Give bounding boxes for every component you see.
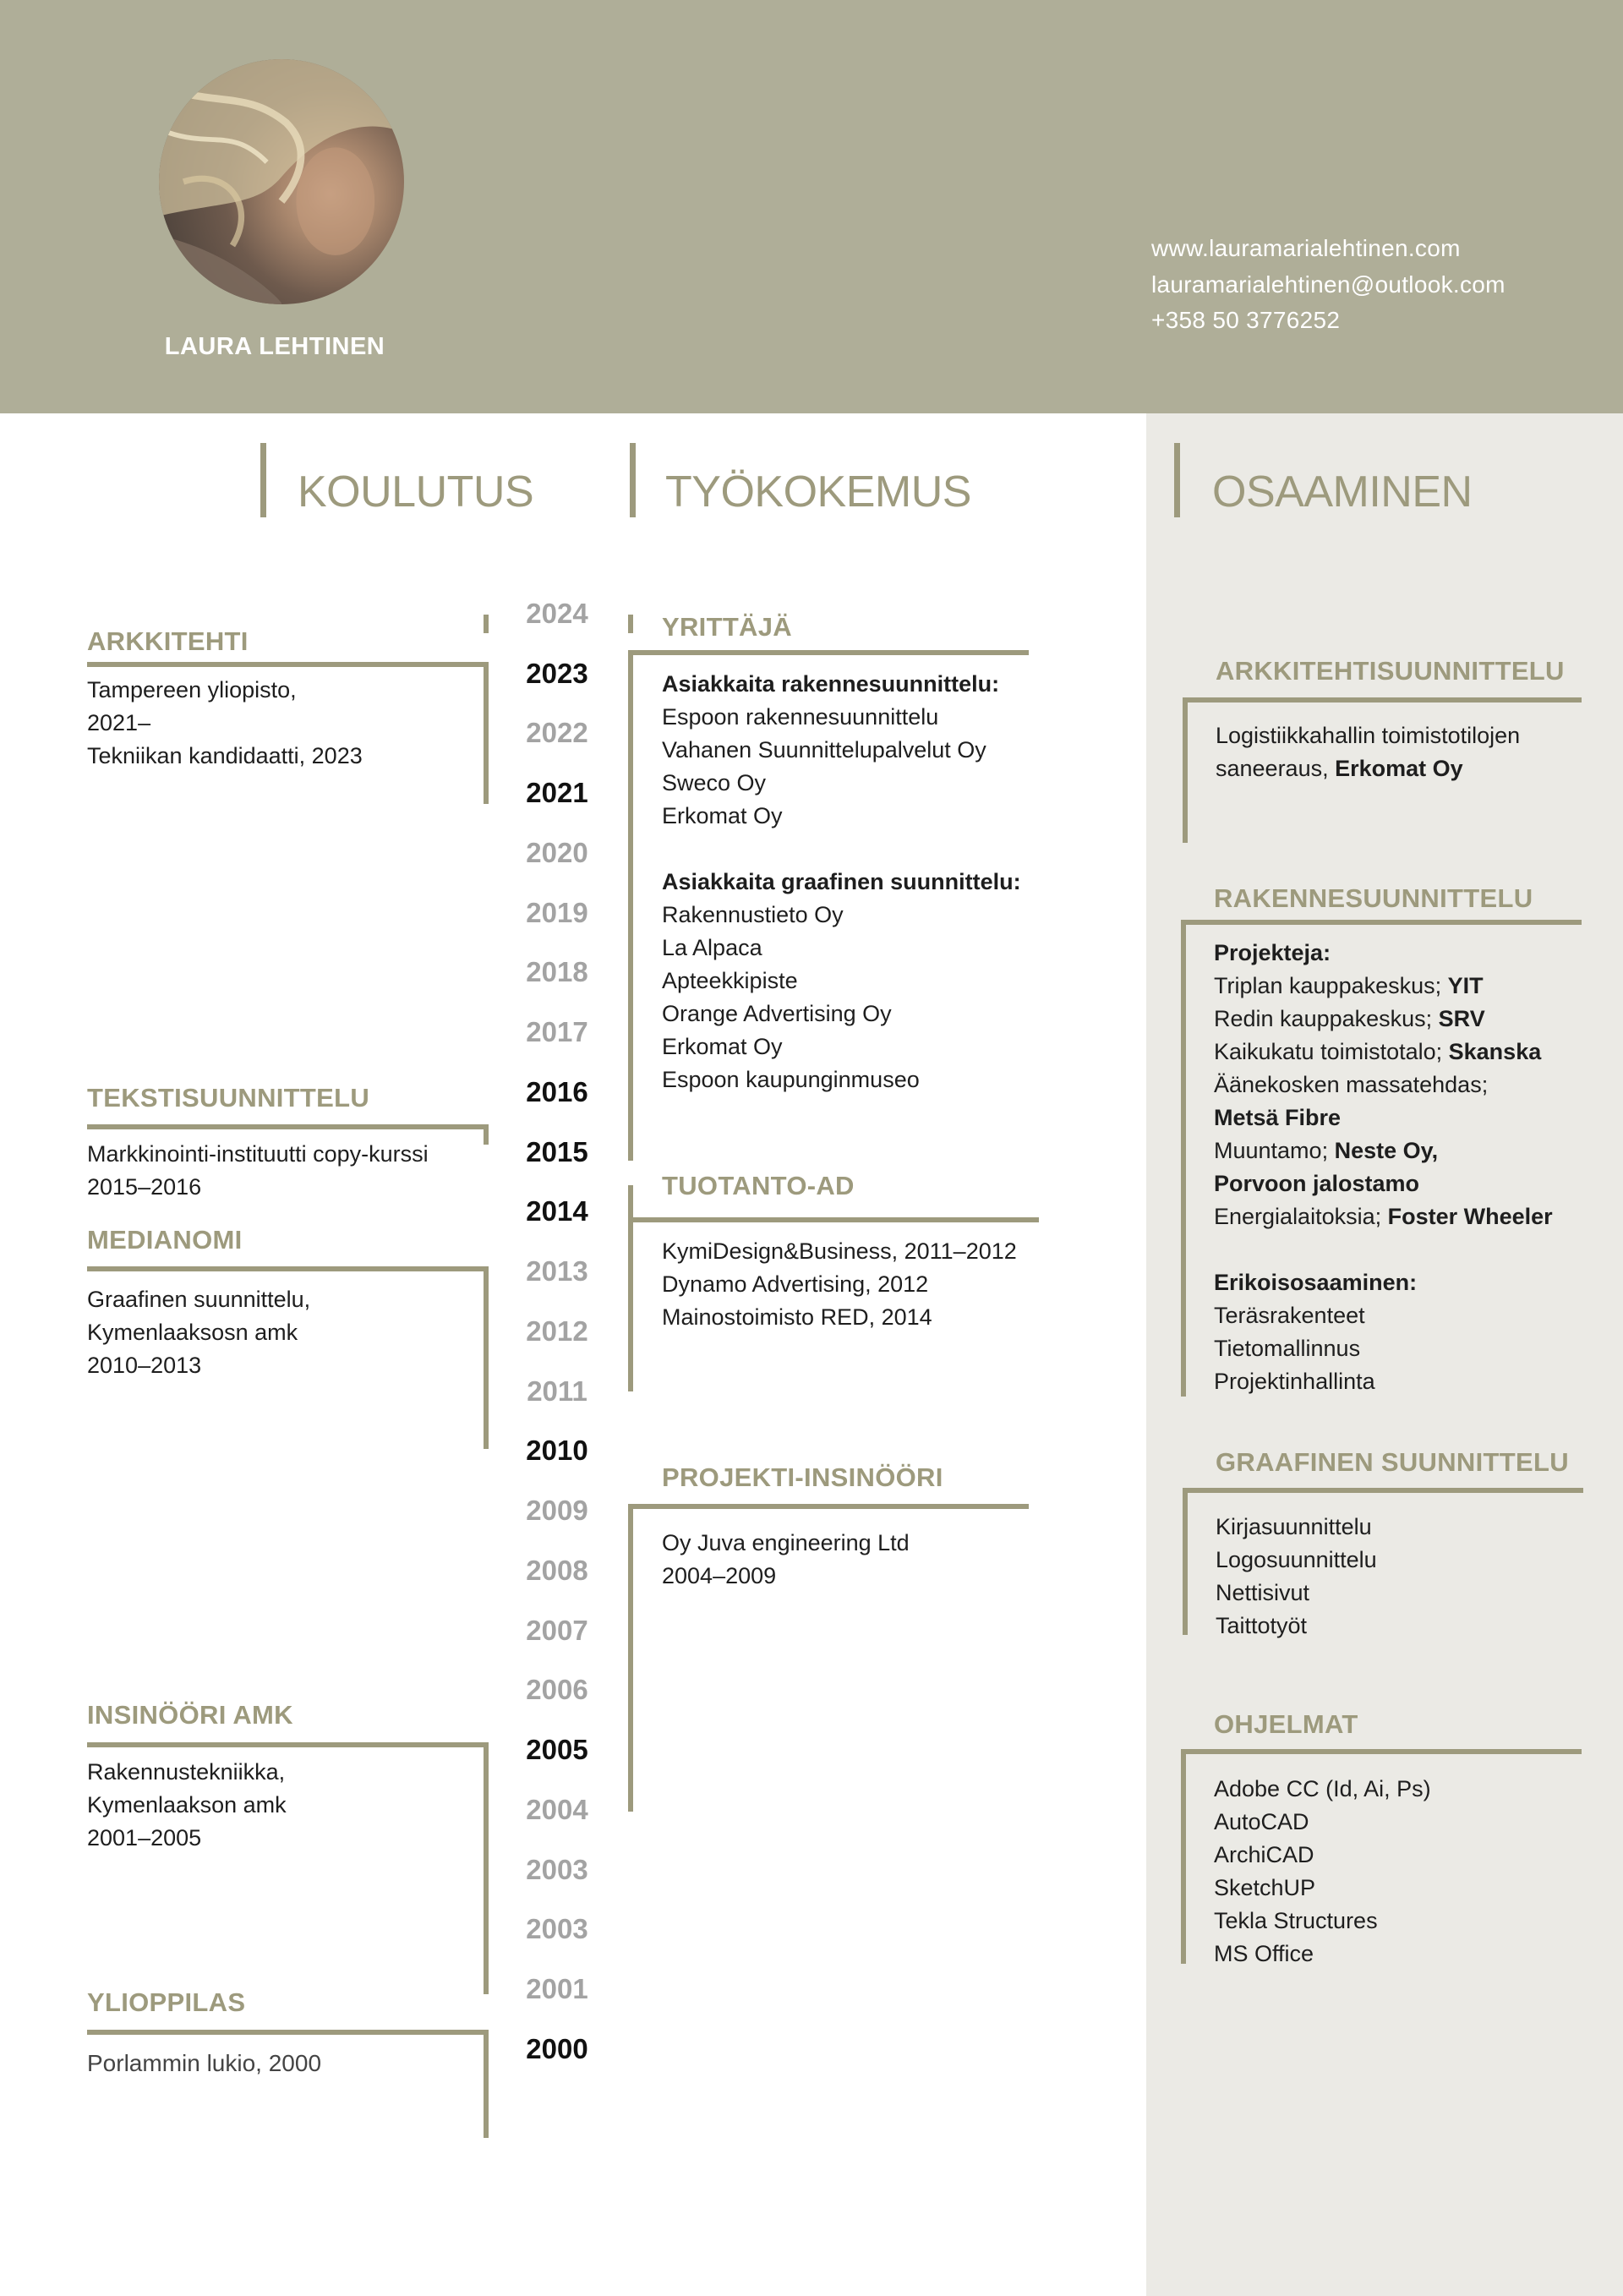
text-line: Logistiikkahallin toimistotilojen — [1216, 723, 1521, 748]
edu-connector — [484, 662, 489, 804]
exp-rule — [628, 1504, 1029, 1509]
text-line: Asiakkaita rakennesuunnittelu: — [662, 671, 1000, 697]
text-part-bold: Neste Oy, — [1334, 1138, 1439, 1163]
email-link[interactable]: lauramarialehtinen@outlook.com — [1151, 271, 1506, 298]
text-line: Dynamo Advertising, 2012 — [662, 1271, 929, 1297]
text-line: 2001–2005 — [87, 1825, 202, 1850]
title-bar — [260, 443, 266, 517]
profile-photo — [159, 59, 404, 304]
text-line: ArchiCAD — [1214, 1842, 1314, 1867]
text-line: Orange Advertising Oy — [662, 1001, 892, 1026]
text-line: Porlammin lukio, 2000 — [87, 2050, 322, 2076]
edu-heading-arkkitehti: ARKKITEHTI — [87, 626, 249, 656]
text-line: Asiakkaita graafinen suunnittelu: — [662, 869, 1021, 894]
text-line: Erkomat Oy — [662, 1034, 783, 1059]
text-line: Tampereen yliopisto, — [87, 677, 297, 702]
text-part-bold: Erkomat Oy — [1335, 756, 1463, 781]
text-line: Taittotyöt — [1216, 1613, 1308, 1638]
text-line: Erikoisosaaminen: — [1214, 1270, 1418, 1295]
skill-rule — [1183, 697, 1582, 702]
skill-text-arkkitehtisuunnittelu — [1216, 719, 1520, 785]
text-line: Tekniikan kandidaatti, 2023 — [87, 743, 363, 768]
timeline-year: 2003 — [526, 1854, 588, 1885]
text-line: Kirjasuunnittelu — [1216, 1514, 1372, 1539]
timeline-year: 2017 — [526, 1016, 588, 1047]
skill-rule — [1183, 1488, 1583, 1493]
skill-connector — [1183, 697, 1188, 843]
timeline-year: 2011 — [527, 1375, 587, 1407]
text-line: Mainostoimisto RED, 2014 — [662, 1304, 932, 1330]
edu-rule — [87, 1742, 486, 1747]
timeline-year: 2006 — [526, 1674, 588, 1705]
skill-heading-arkkitehtisuunnittelu: ARKKITEHTISUUNNITTELU — [1216, 656, 1565, 686]
skill-rule — [1181, 1749, 1582, 1754]
section-title-education: KOULUTUS — [298, 467, 534, 517]
skill-connector — [1181, 920, 1186, 1397]
edu-rule — [87, 2030, 486, 2035]
text-part: Kaikukatu toimistotalo; — [1214, 1039, 1449, 1064]
skill-text-ohjelmat — [1214, 1773, 1431, 1971]
phone-number: +358 50 3776252 — [1151, 307, 1341, 333]
timeline-year: 2021 — [526, 777, 588, 808]
text-line: 2015–2016 — [87, 1174, 202, 1200]
timeline-year: 2009 — [526, 1495, 588, 1526]
text-line — [1214, 1134, 1553, 1167]
text-line: Espoon rakennesuunnittelu — [662, 704, 939, 730]
text-line — [1216, 752, 1520, 785]
text-line: Projektinhallinta — [1214, 1369, 1375, 1394]
timeline-year: 2000 — [526, 2033, 588, 2064]
text-line: Oy Juva engineering Ltd — [662, 1530, 910, 1555]
exp-heading-tuotanto: TUOTANTO-AD — [662, 1171, 855, 1200]
edu-connector — [484, 2030, 489, 2138]
text-line: La Alpaca — [662, 935, 762, 960]
edu-connector — [484, 1742, 489, 1994]
timeline-year: 2001 — [526, 1973, 588, 2004]
skill-connector — [1181, 1749, 1186, 1964]
timeline-year: 2010 — [526, 1435, 588, 1466]
text-line: MS Office — [1214, 1941, 1314, 1966]
skill-text-graafinen — [1216, 1511, 1377, 1643]
edu-rule — [87, 1266, 486, 1271]
text-line: Graafinen suunnittelu, — [87, 1287, 311, 1312]
timeline-year: 2003 — [526, 1913, 588, 1944]
text-line: Adobe CC (Id, Ai, Ps) — [1214, 1776, 1431, 1801]
timeline-year: 2024 — [526, 598, 588, 629]
text-line: KymiDesign&Business, 2011–2012 — [662, 1238, 1017, 1264]
text-line: Teräsrakenteet — [1214, 1303, 1365, 1328]
skill-heading-graafinen: GRAAFINEN SUUNNITTELU — [1216, 1447, 1569, 1477]
text-part: Muuntamo; — [1214, 1138, 1335, 1163]
skill-connector — [1183, 1488, 1188, 1635]
text-line — [1214, 970, 1553, 1003]
edu-rule — [87, 662, 486, 667]
timeline-year: 2008 — [526, 1555, 588, 1586]
text-line: SketchUP — [1214, 1875, 1316, 1900]
exp-connector — [628, 1504, 633, 1812]
edu-connector — [484, 1266, 489, 1449]
timeline-year: 2019 — [526, 897, 588, 928]
edu-text-arkkitehti — [87, 674, 363, 773]
exp-text-yrittaja — [662, 668, 1021, 1096]
text-part: saneeraus, — [1216, 756, 1336, 781]
text-line: Sweco Oy — [662, 770, 767, 795]
text-line: 2004–2009 — [662, 1563, 777, 1588]
section-title-skills: OSAAMINEN — [1212, 467, 1473, 517]
text-line: Espoon kaupunginmuseo — [662, 1067, 920, 1092]
title-bar — [1174, 443, 1180, 517]
text-part-bold: Skanska — [1448, 1039, 1542, 1064]
skill-heading-ohjelmat: OHJELMAT — [1214, 1709, 1358, 1739]
exp-text-tuotanto — [662, 1235, 1017, 1334]
text-line: Äänekosken massatehdas; — [1214, 1072, 1489, 1097]
skill-text-rakennesuunnittelu — [1214, 937, 1553, 1398]
edu-heading-ylioppilas: YLIOPPILAS — [87, 1987, 246, 2017]
skill-rule — [1181, 920, 1582, 925]
timeline-year: 2015 — [526, 1136, 588, 1167]
timeline-year: 2013 — [526, 1255, 588, 1287]
text-line: Kymenlaakson amk — [87, 1792, 287, 1818]
timeline-tick — [484, 615, 489, 633]
exp-heading-projekti: PROJEKTI-INSINÖÖRI — [662, 1462, 943, 1492]
timeline-year: 2023 — [526, 658, 588, 689]
text-part: Triplan kauppakeskus; — [1214, 973, 1448, 998]
text-line — [1214, 1200, 1553, 1233]
text-line — [1214, 1036, 1553, 1069]
text-line: Rakennustieto Oy — [662, 902, 844, 927]
skill-heading-rakennesuunnittelu: RAKENNESUUNNITTELU — [1214, 883, 1533, 913]
text-line — [1214, 1003, 1553, 1036]
text-line: Vahanen Suunnittelupalvelut Oy — [662, 737, 986, 763]
text-part: Redin kauppakeskus; — [1214, 1006, 1439, 1031]
exp-connector — [628, 650, 633, 1161]
timeline-year: 2022 — [526, 717, 588, 748]
text-line: Nettisivut — [1216, 1580, 1310, 1605]
person-name: LAURA LEHTINEN — [164, 333, 385, 360]
edu-text-tekstisuunnittelu — [87, 1138, 429, 1204]
edu-text-medianomi — [87, 1283, 310, 1382]
timeline-year: 2018 — [526, 956, 588, 987]
timeline-year: 2005 — [526, 1734, 588, 1765]
title-bar — [630, 443, 636, 517]
text-line: 2010–2013 — [87, 1353, 202, 1378]
text-line: Logosuunnittelu — [1216, 1547, 1377, 1572]
text-line: Rakennustekniikka, — [87, 1759, 286, 1785]
text-line: Kymenlaaksosn amk — [87, 1320, 298, 1345]
edu-heading-medianomi: MEDIANOMI — [87, 1225, 243, 1255]
text-part-bold: YIT — [1447, 973, 1484, 998]
timeline-year: 2004 — [526, 1794, 588, 1825]
section-title-experience: TYÖKOKEMUS — [665, 467, 971, 517]
text-line: Apteekkipiste — [662, 968, 798, 993]
edu-connector — [484, 1124, 489, 1145]
text-line: Projekteja: — [1214, 940, 1331, 965]
edu-heading-insinoori: INSINÖÖRI AMK — [87, 1700, 293, 1730]
timeline-year: 2016 — [526, 1076, 588, 1107]
text-part: Energialaitoksia; — [1214, 1204, 1388, 1229]
edu-text-insinoori — [87, 1756, 287, 1855]
text-line: Metsä Fibre — [1214, 1105, 1342, 1130]
text-line: Markkinointi-instituutti copy-kurssi — [87, 1141, 429, 1167]
timeline-year: 2014 — [526, 1195, 588, 1227]
text-line: Erkomat Oy — [662, 803, 783, 828]
exp-heading-yrittaja: YRITTÄJÄ — [662, 612, 792, 642]
edu-rule — [87, 1124, 486, 1129]
timeline-year: 2007 — [526, 1615, 588, 1646]
exp-rule — [628, 1217, 1039, 1222]
exp-text-projekti — [662, 1527, 910, 1593]
timeline-year: 2020 — [526, 837, 588, 868]
text-line: AutoCAD — [1214, 1809, 1309, 1834]
timeline-year: 2012 — [526, 1315, 588, 1347]
exp-connector — [628, 1185, 633, 1391]
text-line: Tietomallinnus — [1214, 1336, 1361, 1361]
timeline-tick — [628, 615, 633, 633]
text-line: Tekla Structures — [1214, 1908, 1378, 1933]
edu-text-ylioppilas — [87, 2047, 321, 2080]
text-line: 2021– — [87, 710, 151, 735]
text-part-bold: SRV — [1438, 1006, 1485, 1031]
text-line: Porvoon jalostamo — [1214, 1171, 1420, 1196]
website-link[interactable]: www.lauramarialehtinen.com — [1151, 235, 1461, 261]
text-part-bold: Foster Wheeler — [1387, 1204, 1553, 1229]
edu-heading-tekstisuunnittelu: TEKSTISUUNNITTELU — [87, 1083, 370, 1112]
exp-rule — [628, 650, 1029, 655]
